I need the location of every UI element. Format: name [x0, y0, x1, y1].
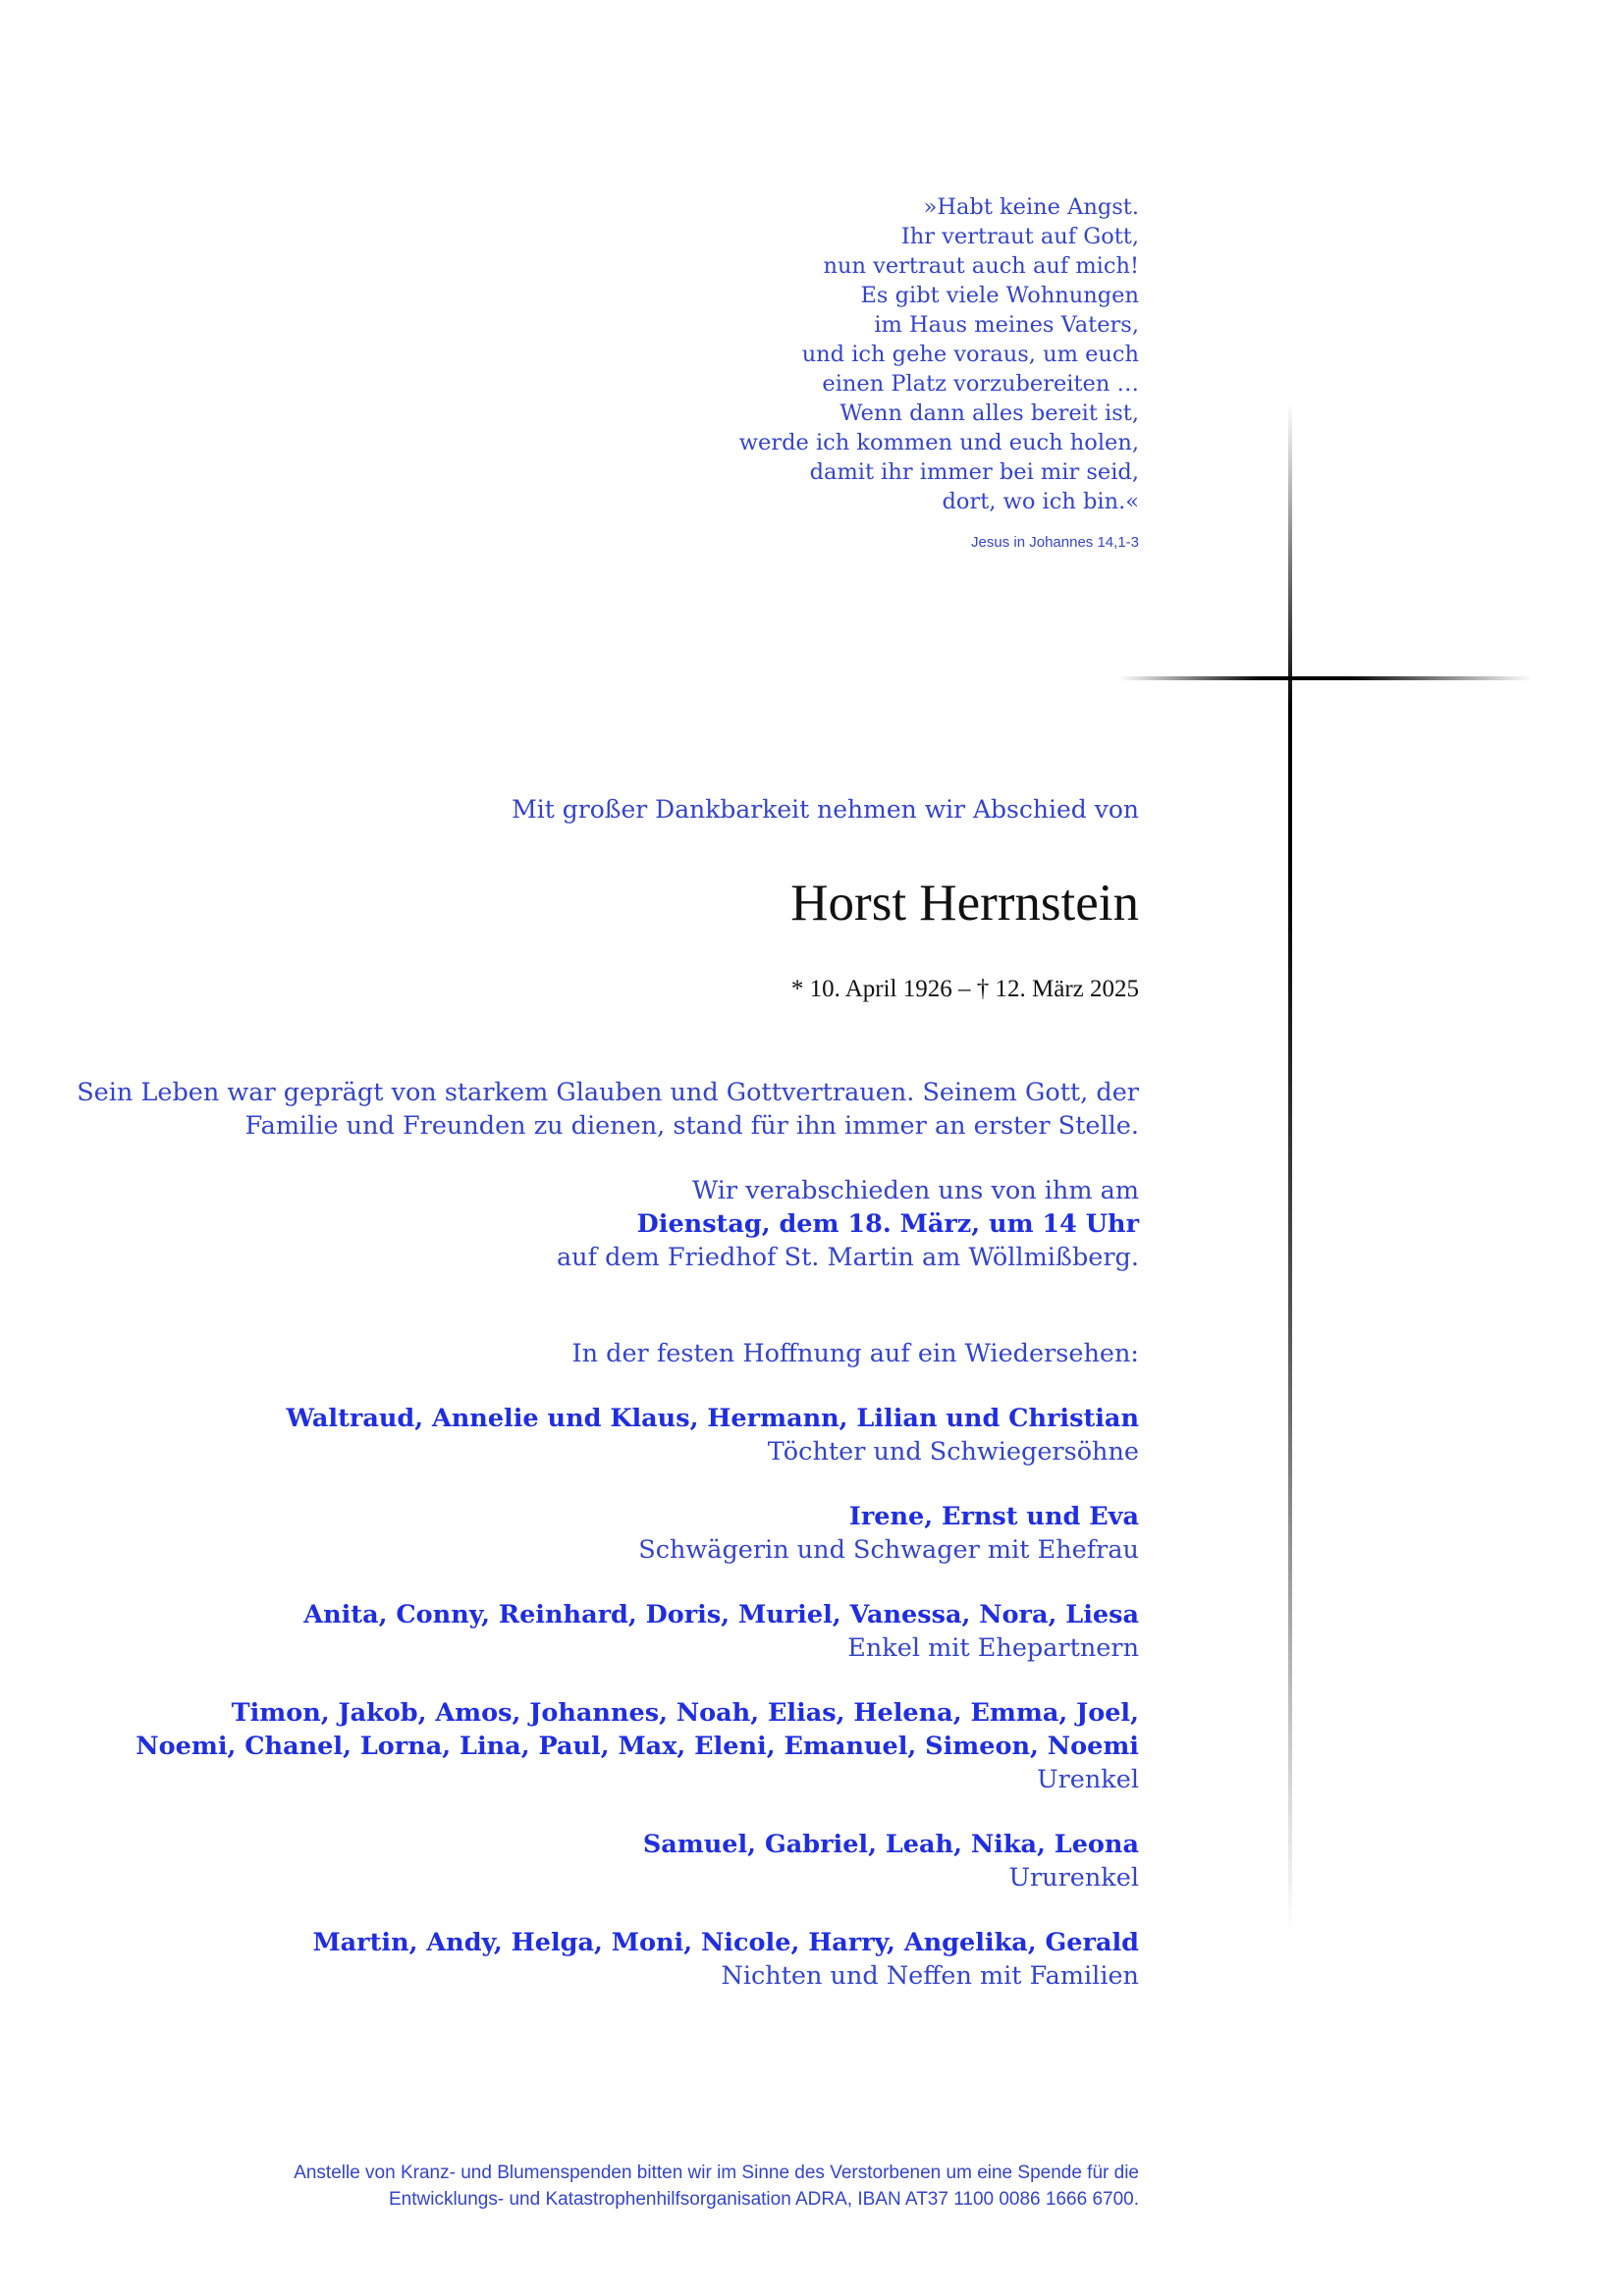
- family-group-nieces-nephews: [312, 1926, 1139, 1993]
- family-relation: Enkel mit Ehepartnern: [847, 1633, 1139, 1663]
- family-names: Timon, Jakob, Amos, Johannes, Noah, Elias, Helena, Emma, Joel,: [231, 1698, 1139, 1728]
- quote-line: im Haus meines Vaters,: [874, 312, 1139, 338]
- deceased-name: Horst Herrnstein: [790, 875, 1139, 932]
- family-names: Waltraud, Annelie und Klaus, Hermann, Lilian und Christian: [286, 1404, 1139, 1433]
- quote-line: einen Platz vorzubereiten …: [822, 371, 1139, 397]
- cross-vertical-bar-icon: [1288, 402, 1292, 1934]
- quote-line: Ihr vertraut auf Gott,: [900, 224, 1139, 249]
- family-relation: Schwägerin und Schwager mit Ehefrau: [638, 1535, 1139, 1565]
- family-group-great-grandchildren: [135, 1696, 1139, 1796]
- family-names: Anita, Conny, Reinhard, Doris, Muriel, Vanessa, Nora, Liesa: [303, 1600, 1139, 1629]
- funeral-service-info: [557, 1174, 1139, 1274]
- family-names: Noemi, Chanel, Lorna, Lina, Paul, Max, Eleni, Emanuel, Simeon, Noemi: [135, 1732, 1139, 1761]
- family-relation: Töchter und Schwiegersöhne: [767, 1437, 1139, 1467]
- family-names: Samuel, Gabriel, Leah, Nika, Leona: [642, 1830, 1139, 1859]
- donation-line: Entwicklungs- und Katastrophenhilfsorganisation ADRA, IBAN AT37 1100 0086 1666 6700.: [388, 2189, 1139, 2210]
- quote-line: damit ihr immer bei mir seid,: [809, 459, 1139, 485]
- life-line: Familie und Freunden zu dienen, stand für ihn immer an erster Stelle.: [244, 1111, 1139, 1141]
- service-place: auf dem Friedhof St. Martin am Wöllmißberg.: [556, 1243, 1139, 1272]
- bible-quote: [739, 192, 1139, 516]
- family-group-daughters: [286, 1402, 1139, 1468]
- life-description: [77, 1076, 1139, 1143]
- quote-line: »Habt keine Angst.: [923, 194, 1139, 220]
- life-line: Sein Leben war geprägt von starkem Glauben und Gottvertrauen. Seinem Gott, der: [77, 1078, 1139, 1107]
- family-group-grandchildren: [303, 1598, 1139, 1665]
- quote-line: dort, wo ich bin.«: [942, 489, 1139, 514]
- quote-line: und ich gehe voraus, um euch: [801, 342, 1139, 367]
- family-relation: Nichten und Neffen mit Familien: [721, 1961, 1139, 1991]
- hope-text: In der festen Hoffnung auf ein Wiedersehen:: [571, 1339, 1139, 1368]
- quote-line: werde ich kommen und euch holen,: [738, 430, 1139, 455]
- family-group-great-great-grandchildren: [643, 1828, 1139, 1895]
- service-intro: Wir verabschieden uns von ihm am: [692, 1176, 1139, 1205]
- family-names: Martin, Andy, Helga, Moni, Nicole, Harry, Angelika, Gerald: [312, 1928, 1139, 1957]
- donation-note: [294, 2160, 1139, 2213]
- service-date: Dienstag, dem 18. März, um 14 Uhr: [636, 1209, 1139, 1239]
- cross-horizontal-bar-icon: [1119, 676, 1532, 680]
- intro-text: Mit großer Dankbarkeit nehmen wir Abschied von: [512, 795, 1139, 824]
- family-relation: Ururenkel: [1008, 1863, 1139, 1893]
- deceased-dates: * 10. April 1926 – † 12. März 2025: [790, 976, 1139, 1002]
- family-names: Irene, Ernst und Eva: [848, 1502, 1139, 1531]
- quote-line: Wenn dann alles bereit ist,: [839, 400, 1139, 426]
- donation-line: Anstelle von Kranz- und Blumenspenden bitten wir im Sinne des Verstorbenen um eine Spende für die: [294, 2163, 1139, 2183]
- family-group-in-laws: [638, 1500, 1139, 1567]
- family-relation: Urenkel: [1037, 1765, 1139, 1794]
- quote-line: Es gibt viele Wohnungen: [860, 283, 1139, 308]
- quote-source: Jesus in Johannes 14,1-3: [971, 534, 1139, 551]
- quote-line: nun vertraut auch auf mich!: [823, 253, 1139, 279]
